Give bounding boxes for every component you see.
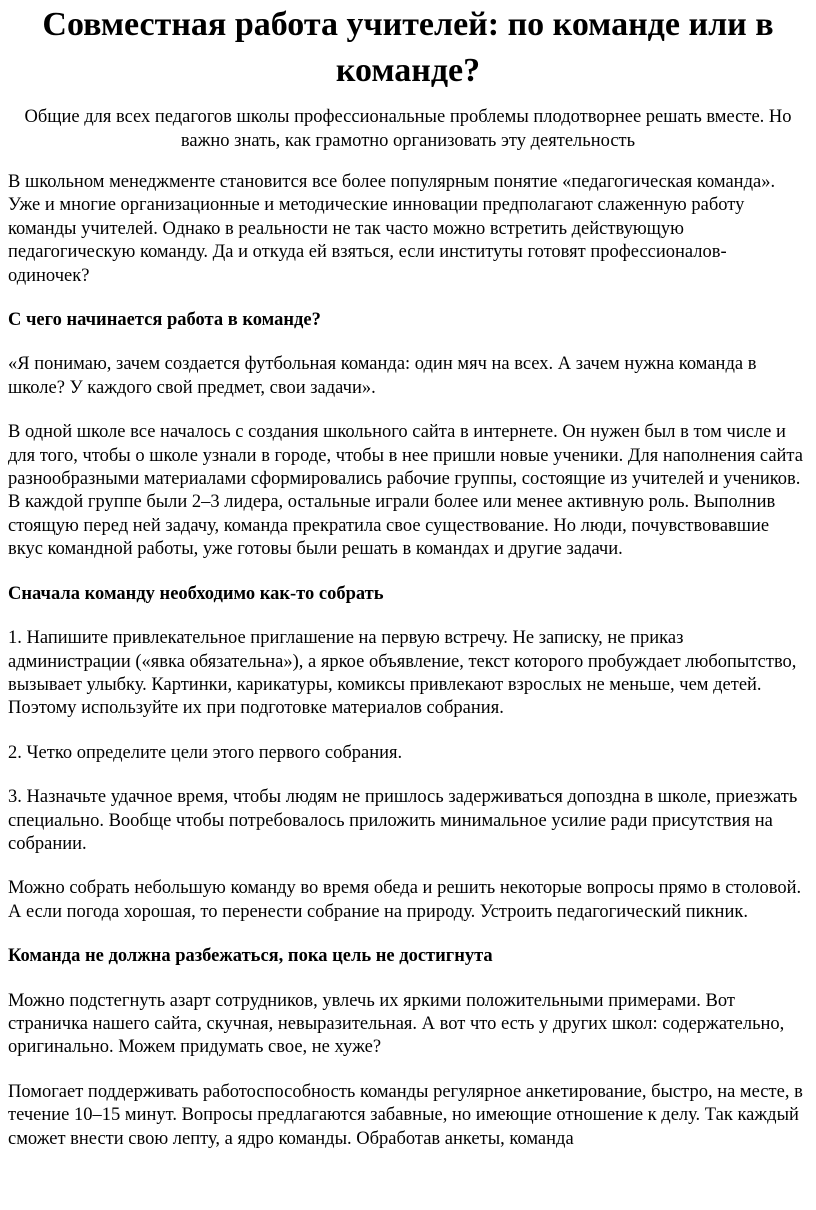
document-body bbox=[8, 171, 808, 1172]
document-title: Совместная работа учителей: по команде или в команде? bbox=[42, 6, 774, 89]
paragraph-surveys: Помогает поддерживать работоспособность команды регулярное анкетирование, быстро, на месте, в течение 10–15 минут. Вопросы предлагаются забавные, но имеющие отношение к делу. Так каждый сможет внести свою лепту, а ядро команды. Обработав анкеты, команда bbox=[8, 1081, 803, 1149]
paragraph-school-site: В одной школе все началось с создания школьного сайта в интернете. Он нужен был в том числе и для того, чтобы о школе узнали в городе, чтобы в нее пришли новые ученики. Для наполнения сайта разнообразными материалами сформировались рабочие группы, состоящие из учителей и учеников. В каждой группе были 2–3 лидера, остальные играли более или менее активную роль. Выполнив стоящую перед ней задачу, команда прекратила свое существование. Но люди, почувствовавшие вкус командной работы, уже готовы были решать в командах и другие задачи. bbox=[8, 422, 803, 560]
list-item-timing: 3. Назначьте удачное время, чтобы людям не пришлось задерживаться допоздна в школе, приезжать специально. Вообще чтобы потребовалось приложить минимальное усилие ради присутствия на собрании. bbox=[8, 787, 798, 854]
paragraph-motivation: Можно подстегнуть азарт сотрудников, увлечь их яркими положительными примерами. Вот страничка нашего сайта, скучная, невыразительная. А вот что есть у других школ: содержательно, оригинально. Можем придумать свое, не хуже? bbox=[8, 990, 785, 1058]
paragraph-quote: «Я понимаю, зачем создается футбольная команда: один мяч на всех. А зачем нужна команда в школе? У каждого свой предмет, свои задачи». bbox=[8, 354, 757, 398]
list-item-goals: 2. Четко определите цели этого первого собрания. bbox=[8, 742, 403, 763]
section-heading-keep-team: Команда не должна разбежаться, пока цель не достигнута bbox=[8, 946, 493, 967]
document-subtitle: Общие для всех педагогов школы профессиональные проблемы плодотворнее решать вместе. Но важно знать, как грамотно организовать эту деятельность bbox=[24, 107, 792, 151]
list-item-invitation: 1. Напишите привлекательное приглашение на первую встречу. Не записку, не приказ администрации («явка обязательна»), а яркое объявление, текст которого пробуждает любопытство, вызывает улыбку. Картинки, карикатуры, комиксы привлекают взрослых не меньше, чем детей. Поэтому используйте их при подготовке материалов собрания. bbox=[8, 628, 797, 719]
section-heading-gather-team: Сначала команду необходимо как-то собрать bbox=[8, 583, 384, 604]
paragraph-intro: В школьном менеджменте становится все более популярным понятие «педагогическая команда». Уже и многие организационные и методические инновации предполагают слаженную работу команды учителей. Однако в реальности не так часто можно встретить действующую педагогическую команду. Да и откуда ей взяться, если институты готовят профессионалов-одиночек? bbox=[8, 172, 776, 286]
paragraph-lunch-meeting: Можно собрать небольшую команду во время обеда и решить некоторые вопросы прямо в столовой. А если погода хорошая, то перенести собрание на природу. Устроить педагогический пикник. bbox=[8, 878, 802, 922]
section-heading-teamwork-start: С чего начинается работа в команде? bbox=[8, 310, 321, 331]
